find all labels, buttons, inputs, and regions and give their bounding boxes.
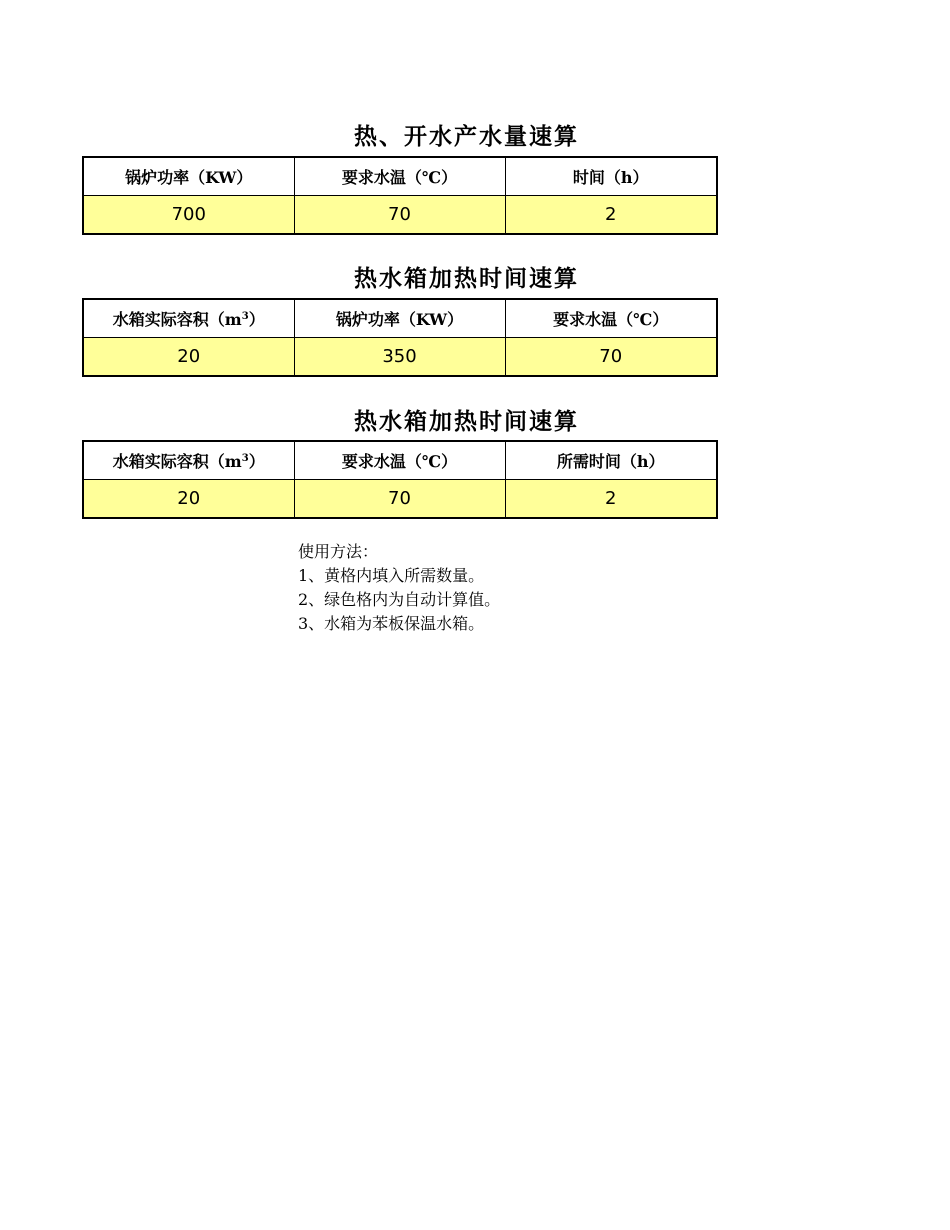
header-cell-tank-volume: 水箱实际容积$(m^3)$ <box>83 441 294 480</box>
section-title: 热水箱加热时间速算 <box>354 408 579 435</box>
input-cell-water-temp[interactable]: 70 <box>505 338 717 377</box>
header-cell-water-temp: 要求水温（℃） <box>294 441 505 480</box>
calc-table <box>82 156 718 235</box>
header-cell-boiler-power: 锅炉功率（KW） <box>294 299 505 338</box>
section-tank-heating-time-2 <box>82 405 716 521</box>
input-cell-required-time[interactable]: 2 <box>505 480 717 519</box>
header-row <box>83 441 717 480</box>
header-cell-boiler-power: 锅炉功率（KW） <box>83 157 294 196</box>
calc-table <box>82 298 718 377</box>
section-title: 热、开水产水量速算 <box>354 123 579 150</box>
usage-note-item: 2、绿色格内为自动计算值。 <box>298 590 501 609</box>
calc-table <box>82 440 718 519</box>
input-cell-water-temp[interactable]: 70 <box>294 480 505 519</box>
header-cell-required-time: 所需时间（h） <box>505 441 717 480</box>
usage-notes <box>298 540 500 636</box>
input-cell-tank-volume[interactable]: 20 <box>83 338 294 377</box>
value-row <box>83 338 717 377</box>
header-row <box>83 157 717 196</box>
usage-notes-heading: 使用方法： <box>298 542 379 561</box>
input-cell-boiler-power[interactable]: 350 <box>294 338 505 377</box>
header-row <box>83 299 717 338</box>
input-cell-boiler-power[interactable]: 700 <box>83 196 294 235</box>
value-row <box>83 480 717 519</box>
usage-note-item: 1、黄格内填入所需数量。 <box>298 566 485 585</box>
header-cell-water-temp: 要求水温（℃） <box>505 299 717 338</box>
input-cell-time[interactable]: 2 <box>505 196 717 235</box>
section-tank-heating-time-1 <box>82 262 716 378</box>
section-hot-water-output <box>82 120 716 236</box>
value-row <box>83 196 717 235</box>
input-cell-water-temp[interactable]: 70 <box>294 196 505 235</box>
header-cell-time: 时间（h） <box>505 157 717 196</box>
usage-note-item: 3、水箱为苯板保温水箱。 <box>298 614 485 633</box>
section-title: 热水箱加热时间速算 <box>354 265 579 292</box>
header-cell-tank-volume: 水箱实际容积$(m^3)$ <box>83 299 294 338</box>
input-cell-tank-volume[interactable]: 20 <box>83 480 294 519</box>
header-cell-water-temp: 要求水温（℃） <box>294 157 505 196</box>
